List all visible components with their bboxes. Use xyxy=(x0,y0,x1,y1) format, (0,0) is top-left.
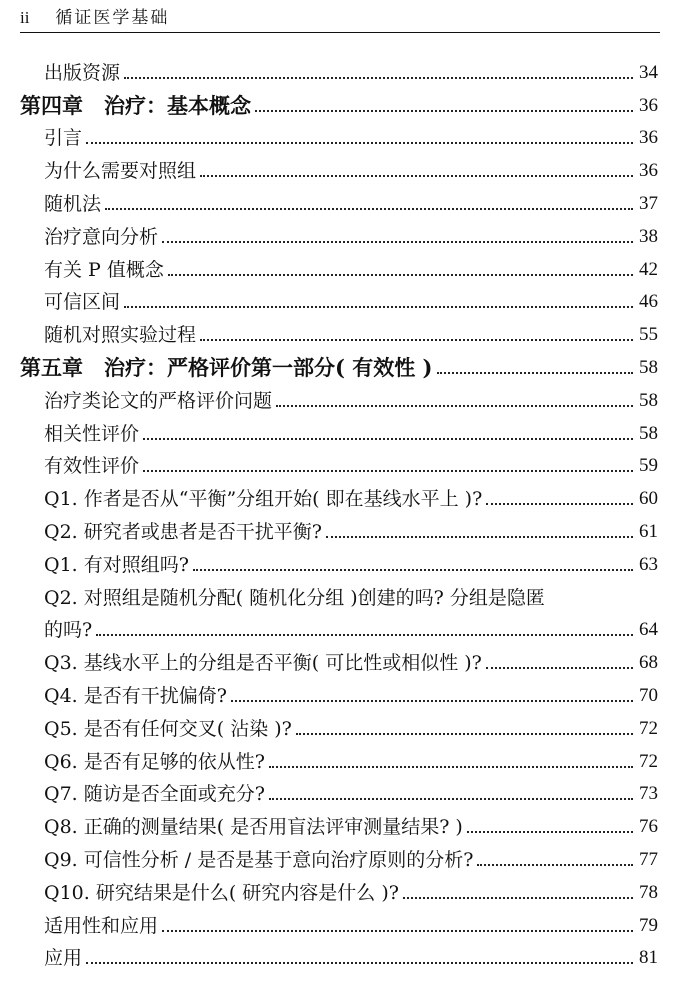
toc-entry-title: 引言 xyxy=(44,127,83,150)
dot-leader xyxy=(124,306,633,308)
toc-entry-title: 治疗类论文的严格评价问题 xyxy=(44,389,273,412)
dot-leader xyxy=(437,372,634,374)
toc-entry-page: 76 xyxy=(639,816,658,838)
toc-entry-title: Q4. 是否有干扰偏倚? xyxy=(44,684,227,707)
toc-entry-page: 37 xyxy=(639,192,658,214)
toc-chapter-title: 第五章 治疗：严格评价第一部分( 有效性 ) xyxy=(20,354,433,380)
dot-leader xyxy=(269,766,633,768)
dot-leader xyxy=(168,274,633,276)
toc-entry-title: Q2. 对照组是随机分配( 随机化分组 )创建的吗? 分组是隐匿 xyxy=(44,586,545,609)
dot-leader xyxy=(143,438,633,440)
toc-entry-title: Q9. 可信性分析 / 是否是基于意向治疗原则的分析? xyxy=(44,848,474,871)
toc-entry-title: 为什么需要对照组 xyxy=(44,160,197,183)
toc-entry-title: Q7. 随访是否全面或充分? xyxy=(44,783,265,806)
dot-leader xyxy=(105,208,633,210)
dot-leader xyxy=(255,110,633,112)
dot-leader xyxy=(86,142,633,144)
toc-entry[interactable] xyxy=(0,741,658,774)
dot-leader xyxy=(467,831,633,833)
dot-leader xyxy=(403,897,633,899)
dot-leader xyxy=(162,241,633,243)
toc-entry-title: 相关性评价 xyxy=(44,422,140,445)
toc-entry-page: 72 xyxy=(639,750,658,772)
toc-entry-page: 58 xyxy=(639,422,658,444)
toc-entry-title: Q10. 研究结果是什么( 研究内容是什么 )? xyxy=(44,881,399,904)
toc-entry-title-continued: 的吗? xyxy=(44,619,93,642)
toc-entry-page: 77 xyxy=(639,848,658,870)
toc-entry-title: Q1. 作者是否从“平衡”分组开始( 即在基线水平上 )? xyxy=(44,488,483,511)
toc-entry[interactable] xyxy=(0,52,658,85)
toc-entry-title: Q6. 是否有足够的依从性? xyxy=(44,750,265,773)
toc-entry[interactable] xyxy=(0,708,658,741)
toc-entry[interactable] xyxy=(0,446,658,479)
toc-entry-page: 81 xyxy=(639,947,658,969)
toc-entry[interactable] xyxy=(0,314,658,347)
toc-entry-title: 有效性评价 xyxy=(44,455,140,478)
header-page-number: ii xyxy=(20,8,30,27)
toc-entry-title: 随机法 xyxy=(44,192,102,215)
dot-leader xyxy=(486,667,633,669)
dot-leader xyxy=(124,77,633,79)
toc-entry-title: 治疗意向分析 xyxy=(44,225,159,248)
toc-entry-page: 58 xyxy=(639,356,658,378)
toc-entry-title: Q5. 是否有任何交叉( 沾染 )? xyxy=(44,717,292,740)
toc-entry-page: 73 xyxy=(639,783,658,805)
toc-entry[interactable] xyxy=(0,872,658,905)
toc-entry[interactable] xyxy=(0,150,658,183)
toc-entry-page: 38 xyxy=(639,225,658,247)
toc-entry[interactable] xyxy=(0,478,658,511)
toc-entry-page: 61 xyxy=(639,520,658,542)
toc-entry-page: 42 xyxy=(639,258,658,280)
toc-entry[interactable] xyxy=(0,806,658,839)
toc-entry-title: 应用 xyxy=(44,947,83,970)
toc-entry[interactable] xyxy=(0,216,658,249)
toc-entry-page: 36 xyxy=(639,127,658,149)
toc-entry-title: 适用性和应用 xyxy=(44,914,159,937)
toc-entry-title: 随机对照实验过程 xyxy=(44,324,197,347)
dot-leader xyxy=(326,536,633,538)
running-header xyxy=(20,6,660,33)
toc-entry-page: 79 xyxy=(639,914,658,936)
toc-entry-page: 68 xyxy=(639,652,658,674)
toc-entry[interactable] xyxy=(0,544,658,577)
toc-entry[interactable] xyxy=(0,282,658,315)
dot-leader xyxy=(193,569,633,571)
toc-entry-page: 55 xyxy=(639,324,658,346)
toc-entry-page: 78 xyxy=(639,881,658,903)
dot-leader xyxy=(276,405,633,407)
toc-entry-page: 60 xyxy=(639,488,658,510)
header-book-title: 循证医学基础 xyxy=(55,8,170,28)
toc-chapter-title: 第四章 治疗：基本概念 xyxy=(20,92,251,118)
toc-chapter-entry[interactable] xyxy=(0,85,658,118)
toc-entry-title: 出版资源 xyxy=(44,61,121,84)
dot-leader xyxy=(296,733,633,735)
toc-entry-page: 46 xyxy=(639,291,658,313)
toc-entry-page: 59 xyxy=(639,455,658,477)
dot-leader xyxy=(477,864,633,866)
toc-entry-page: 58 xyxy=(639,389,658,411)
toc-entry[interactable] xyxy=(0,642,658,675)
toc-entry-title: Q1. 有对照组吗? xyxy=(44,553,189,576)
dot-leader xyxy=(200,339,633,341)
toc-entry-page: 34 xyxy=(639,61,658,83)
toc-entry[interactable] xyxy=(0,183,658,216)
toc-entry[interactable] xyxy=(0,905,658,938)
toc-entry-title: 有关 P 值概念 xyxy=(44,258,164,281)
toc-entry-continuation[interactable] xyxy=(0,610,658,643)
toc-entry-title: Q2. 研究者或患者是否干扰平衡? xyxy=(44,520,322,543)
toc-entry-page: 64 xyxy=(639,619,658,641)
toc-chapter-entry[interactable] xyxy=(0,347,658,380)
dot-leader xyxy=(200,175,633,177)
toc-entry[interactable] xyxy=(0,938,658,971)
toc-entry[interactable] xyxy=(0,413,658,446)
toc-entry-page: 72 xyxy=(639,717,658,739)
toc-entry[interactable] xyxy=(0,118,658,151)
toc-entry[interactable] xyxy=(0,511,658,544)
toc-entry[interactable] xyxy=(0,675,658,708)
dot-leader xyxy=(162,930,633,932)
toc-entry-page: 36 xyxy=(639,94,658,116)
dot-leader xyxy=(231,700,633,702)
toc-entry-title: Q8. 正确的测量结果( 是否用盲法评审测量结果? ) xyxy=(44,816,463,839)
dot-leader xyxy=(96,634,633,636)
dot-leader xyxy=(86,962,633,964)
dot-leader xyxy=(143,470,633,472)
toc-entry-title: Q3. 基线水平上的分组是否平衡( 可比性或相似性 )? xyxy=(44,652,482,675)
toc-entry-first-line[interactable] xyxy=(0,577,658,610)
dot-leader xyxy=(486,503,633,505)
toc-entry[interactable] xyxy=(0,380,658,413)
toc-entry[interactable] xyxy=(0,839,658,872)
toc-entry[interactable] xyxy=(0,249,658,282)
toc-entry-page: 63 xyxy=(639,553,658,575)
toc-entry-title: 可信区间 xyxy=(44,291,121,314)
table-of-contents xyxy=(0,52,700,970)
toc-entry-page: 36 xyxy=(639,160,658,182)
dot-leader xyxy=(269,798,633,800)
toc-entry-page: 70 xyxy=(639,684,658,706)
toc-entry[interactable] xyxy=(0,774,658,807)
